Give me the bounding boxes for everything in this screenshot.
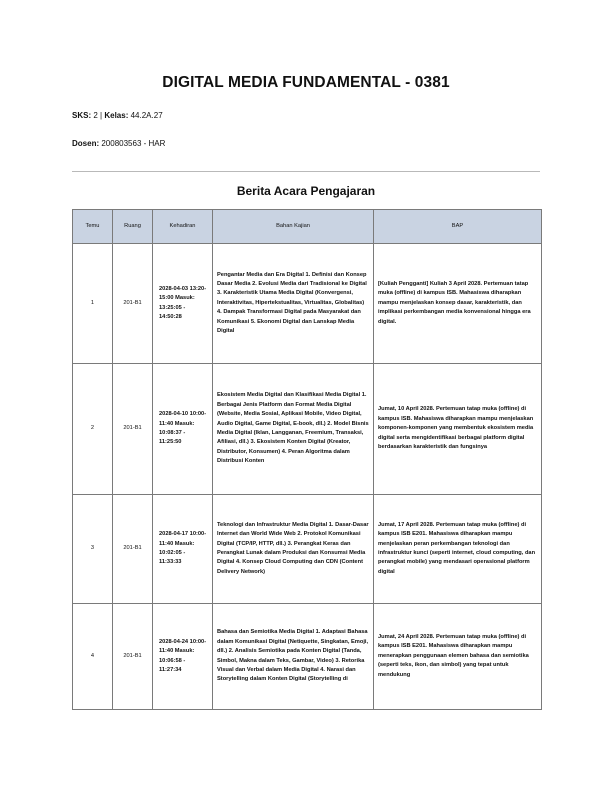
cell-temu: 2 xyxy=(73,364,113,495)
sks-value: 2 xyxy=(93,111,98,120)
table-row xyxy=(73,495,542,604)
cell-bap: [Kuliah Pengganti] Kuliah 3 April 2028. Pertemuan tatap muka (offline) di kampus ISB. Mahasiswa diharapkan mampu menjelaskan konsep dasar, karakteristik, dan implikasi perkembangan media konvensional hingga era digital. xyxy=(374,244,542,364)
kelas-label: Kelas: xyxy=(104,111,129,120)
table-row xyxy=(73,244,542,364)
cell-bap: Jumat, 10 April 2028. Pertemuan tatap muka (offline) di kampus ISB. Mahasiswa diharapkan mampu menjelaskan komponen-komponen yang membentuk ekosistem media digital serta mengidentifikasi berbagai platform digital berdasarkan karakteristik dan fungsinya xyxy=(374,364,542,495)
cell-bap: Jumat, 17 April 2028. Pertemuan tatap muka (offline) di kampus ISB E201. Mahasiswa diharapkan mampu menjelaskan peran perkembangan teknologi dan infrastruktur kunci (seperti internet, cloud computing, dan perangkat mobile) yang mendasari operasional platform digital xyxy=(374,495,542,604)
header-temu: Temu xyxy=(73,210,113,244)
course-meta-dosen xyxy=(72,139,165,148)
header-ruang: Ruang xyxy=(113,210,153,244)
cell-temu: 1 xyxy=(73,244,113,364)
divider xyxy=(72,171,540,172)
kelas-value: 44.2A.27 xyxy=(130,111,163,120)
cell-kehadiran: 2028-04-03 13:20-15:00 Masuk: 13:25:05 - 14:50:28 xyxy=(153,244,213,364)
cell-ruang: 201-B1 xyxy=(113,364,153,495)
header-bap: BAP xyxy=(374,210,542,244)
cell-bahan-kajian: Teknologi dan Infrastruktur Media Digital 1. Dasar-Dasar Internet dan World Wide Web 2. Protokol Komunikasi Digital (TCP/IP, HTTP, dll.) 3. Perangkat Keras dan Perangkat Lunak dalam Produksi dan Konsumsi Media Digital 4. Konsep Cloud Computing dan CDN (Content Delivery Network) xyxy=(213,495,374,604)
course-title: DIGITAL MEDIA FUNDAMENTAL - 0381 xyxy=(162,74,450,91)
cell-ruang: 201-B1 xyxy=(113,604,153,710)
cell-bap-text: Jumat, 24 April 2028. Pertemuan tatap muka (offline) di kampus ISB E201. Mahasiswa diharapkan mampu menerapkan penggunaan elemen bahasa dan semiotika (seperti teks, ikon, dan simbol) yang tepat untuk mendukung xyxy=(378,633,529,678)
cell-kehadiran: 2028-04-24 10:00-11:40 Masuk: 10:06:58 - 11:27:34 xyxy=(153,604,213,710)
header-bahan-kajian: Bahan Kajian xyxy=(213,210,374,244)
section-title: Berita Acara Pengajaran xyxy=(236,184,376,198)
cell-bahan-kajian xyxy=(213,604,374,710)
cell-bahan-kajian: Pengantar Media dan Era Digital 1. Definisi dan Konsep Dasar Media 2. Evolusi Media dari Tradisional ke Digital 3. Karakteristik Utama Media Digital (Konvergensi, Interaktivitas, Hipertekstualitas, Virtualitas, Globalitas) 4. Dampak Transformasi Digital pada Masyarakat dan Komunikasi 5. Ekonomi Digital dan Lanskap Media Digital xyxy=(213,244,374,364)
dosen-label: Dosen: xyxy=(72,139,100,148)
separator: | xyxy=(100,111,103,120)
course-meta-sks-kelas xyxy=(72,111,163,120)
sks-label: SKS: xyxy=(72,111,92,120)
table-header-row xyxy=(73,210,542,244)
cell-kehadiran: 2028-04-10 10:00-11:40 Masuk: 10:08:37 - 11:25:50 xyxy=(153,364,213,495)
table-row xyxy=(73,604,542,710)
cell-kehadiran: 2028-04-17 10:00-11:40 Masuk: 10:02:05 - 11:33:33 xyxy=(153,495,213,604)
cell-temu: 4 xyxy=(73,604,113,710)
teaching-record-table xyxy=(72,209,542,710)
header-kehadiran: Kehadiran xyxy=(153,210,213,244)
dosen-value: 200803563 - HAR xyxy=(101,139,166,148)
cell-ruang: 201-B1 xyxy=(113,244,153,364)
table-row xyxy=(73,364,542,495)
cell-temu: 3 xyxy=(73,495,113,604)
cell-ruang: 201-B1 xyxy=(113,495,153,604)
cell-bahan-kajian: Ekosistem Media Digital dan Klasifikasi Media Digital 1. Berbagai Jenis Platform dan Format Media Digital (Website, Media Sosial, Aplikasi Mobile, Video Digital, Audio Digital, Game Digital, E-book, dll.) 2. Model Bisnis Media Digital (Iklan, Langganan, Freemium, Transaksi, Afiliasi, dll.) 3. Ekosistem Konten Digital (Kreator, Distributor, Konsumen) 4. Peran Algoritma dalam Distribusi Konten xyxy=(213,364,374,495)
cell-bap xyxy=(374,604,542,710)
cell-bahan-kajian-text: Bahasa dan Semiotika Media Digital 1. Adaptasi Bahasa dalam Komunikasi Digital (Netiquette, Singkatan, Emoji, dll.) 2. Analisis Semiotika pada Konten Digital (Tanda, Simbol, Makna dalam Teks, Gambar, Video) 3. Retorika Visual dan Verbal dalam Media Digital 4. Narasi dan Storytelling dalam Konten Digital (Storytelling di xyxy=(217,629,369,683)
